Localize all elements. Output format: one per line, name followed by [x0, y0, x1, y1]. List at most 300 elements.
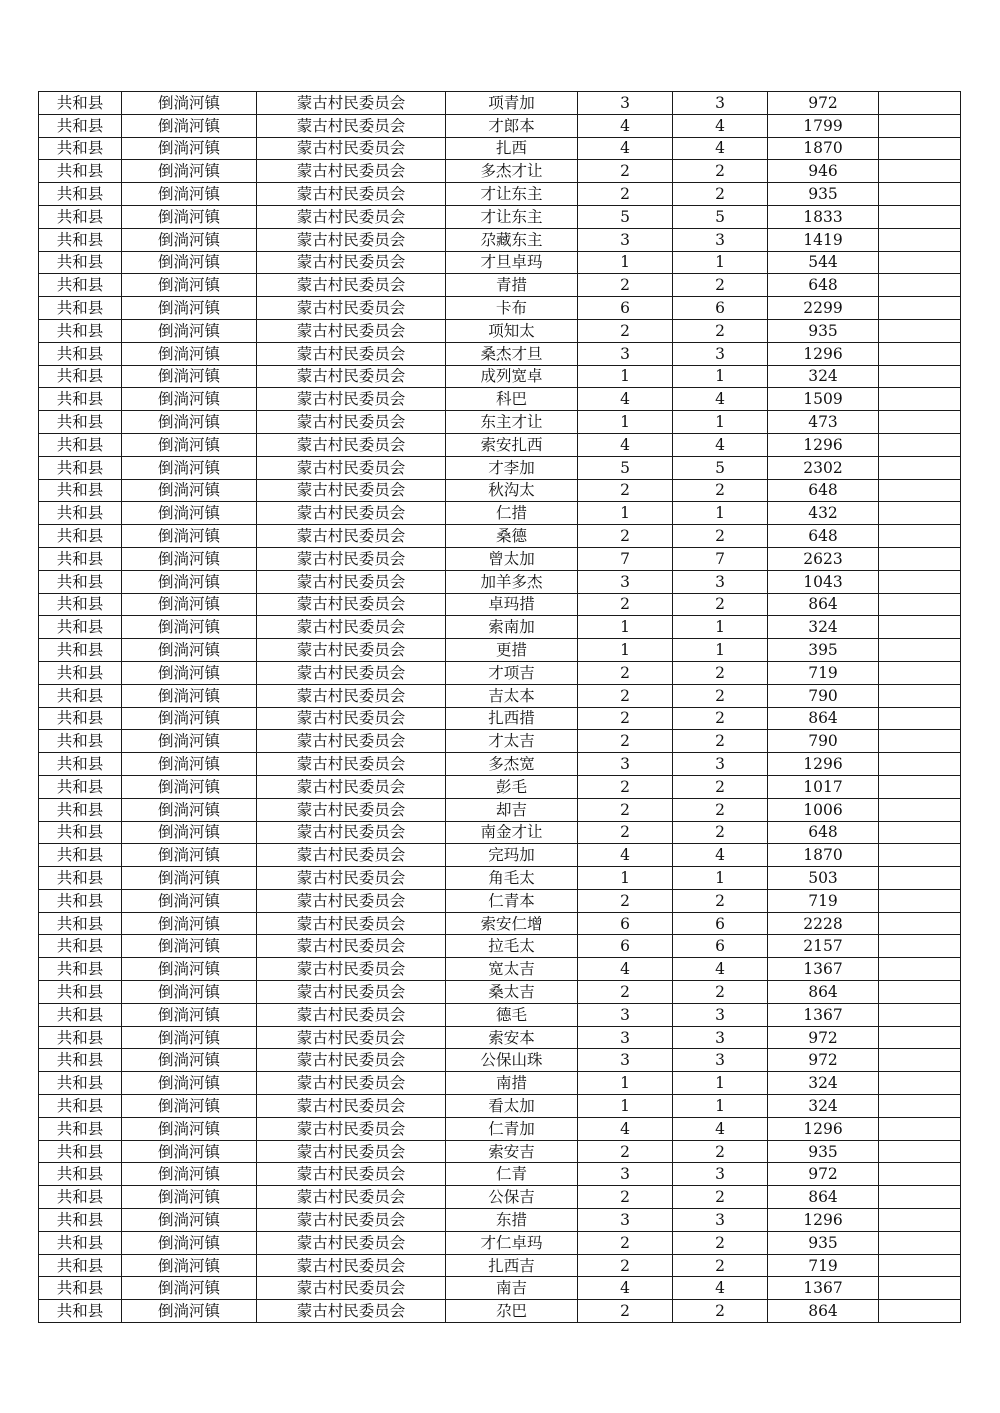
name-cell: 才仁卓玛 — [446, 1231, 578, 1254]
household-count-cell: 2 — [578, 1231, 673, 1254]
remark-cell — [879, 1072, 961, 1095]
household-count-cell: 4 — [578, 844, 673, 867]
village-committee-cell: 蒙古村民委员会 — [257, 274, 446, 297]
amount-cell: 648 — [768, 525, 879, 548]
people-count-cell: 1 — [673, 365, 768, 388]
name-cell: 才旦卓玛 — [446, 251, 578, 274]
name-cell: 东措 — [446, 1209, 578, 1232]
household-count-cell: 6 — [578, 297, 673, 320]
people-count-cell: 4 — [673, 433, 768, 456]
amount-cell: 1367 — [768, 1003, 879, 1026]
county-cell: 共和县 — [39, 114, 122, 137]
people-count-cell: 4 — [673, 958, 768, 981]
amount-cell: 324 — [768, 616, 879, 639]
county-cell: 共和县 — [39, 1095, 122, 1118]
people-count-cell: 2 — [673, 661, 768, 684]
village-committee-cell: 蒙古村民委员会 — [257, 160, 446, 183]
remark-cell — [879, 251, 961, 274]
people-count-cell: 2 — [673, 889, 768, 912]
name-cell: 尕藏东主 — [446, 228, 578, 251]
household-count-cell: 1 — [578, 251, 673, 274]
town-cell: 倒淌河镇 — [122, 274, 257, 297]
table-row — [39, 844, 961, 867]
remark-cell — [879, 775, 961, 798]
village-committee-cell: 蒙古村民委员会 — [257, 821, 446, 844]
people-count-cell: 2 — [673, 821, 768, 844]
table-row — [39, 456, 961, 479]
table-row — [39, 228, 961, 251]
amount-cell: 2302 — [768, 456, 879, 479]
amount-cell: 719 — [768, 1254, 879, 1277]
village-committee-cell: 蒙古村民委员会 — [257, 479, 446, 502]
amount-cell: 972 — [768, 1026, 879, 1049]
village-committee-cell: 蒙古村民委员会 — [257, 137, 446, 160]
remark-cell — [879, 707, 961, 730]
people-count-cell: 1 — [673, 411, 768, 434]
town-cell: 倒淌河镇 — [122, 502, 257, 525]
name-cell: 才让东主 — [446, 183, 578, 206]
remark-cell — [879, 844, 961, 867]
people-count-cell: 4 — [673, 1277, 768, 1300]
town-cell: 倒淌河镇 — [122, 1026, 257, 1049]
amount-cell: 1006 — [768, 798, 879, 821]
amount-cell: 544 — [768, 251, 879, 274]
county-cell: 共和县 — [39, 753, 122, 776]
amount-cell: 1367 — [768, 1277, 879, 1300]
town-cell: 倒淌河镇 — [122, 1117, 257, 1140]
county-cell: 共和县 — [39, 1277, 122, 1300]
people-count-cell: 4 — [673, 137, 768, 160]
village-committee-cell: 蒙古村民委员会 — [257, 1049, 446, 1072]
amount-cell: 1870 — [768, 844, 879, 867]
town-cell: 倒淌河镇 — [122, 160, 257, 183]
remark-cell — [879, 912, 961, 935]
amount-cell: 864 — [768, 1186, 879, 1209]
household-count-cell: 3 — [578, 1209, 673, 1232]
town-cell: 倒淌河镇 — [122, 433, 257, 456]
remark-cell — [879, 1163, 961, 1186]
table-row — [39, 365, 961, 388]
name-cell: 秋沟太 — [446, 479, 578, 502]
county-cell: 共和县 — [39, 844, 122, 867]
household-count-cell: 1 — [578, 365, 673, 388]
county-cell: 共和县 — [39, 593, 122, 616]
table-row — [39, 388, 961, 411]
town-cell: 倒淌河镇 — [122, 479, 257, 502]
table-row — [39, 593, 961, 616]
village-committee-cell: 蒙古村民委员会 — [257, 114, 446, 137]
remark-cell — [879, 798, 961, 821]
town-cell: 倒淌河镇 — [122, 1049, 257, 1072]
town-cell: 倒淌河镇 — [122, 251, 257, 274]
name-cell: 索安吉 — [446, 1140, 578, 1163]
county-cell: 共和县 — [39, 616, 122, 639]
people-count-cell: 4 — [673, 844, 768, 867]
people-count-cell: 4 — [673, 1117, 768, 1140]
amount-cell: 1017 — [768, 775, 879, 798]
amount-cell: 935 — [768, 183, 879, 206]
household-count-cell: 2 — [578, 1140, 673, 1163]
household-count-cell: 2 — [578, 798, 673, 821]
amount-cell: 1296 — [768, 753, 879, 776]
town-cell: 倒淌河镇 — [122, 114, 257, 137]
town-cell: 倒淌河镇 — [122, 730, 257, 753]
household-count-cell: 2 — [578, 479, 673, 502]
amount-cell: 946 — [768, 160, 879, 183]
remark-cell — [879, 297, 961, 320]
county-cell: 共和县 — [39, 92, 122, 115]
county-cell: 共和县 — [39, 639, 122, 662]
amount-cell: 473 — [768, 411, 879, 434]
town-cell: 倒淌河镇 — [122, 365, 257, 388]
village-committee-cell: 蒙古村民委员会 — [257, 1254, 446, 1277]
town-cell: 倒淌河镇 — [122, 1140, 257, 1163]
people-count-cell: 4 — [673, 114, 768, 137]
remark-cell — [879, 183, 961, 206]
name-cell: 更措 — [446, 639, 578, 662]
household-count-cell: 1 — [578, 1095, 673, 1118]
county-cell: 共和县 — [39, 821, 122, 844]
village-committee-cell: 蒙古村民委员会 — [257, 798, 446, 821]
town-cell: 倒淌河镇 — [122, 935, 257, 958]
amount-cell: 1870 — [768, 137, 879, 160]
remark-cell — [879, 342, 961, 365]
table-row — [39, 160, 961, 183]
remark-cell — [879, 821, 961, 844]
amount-cell: 972 — [768, 1049, 879, 1072]
county-cell: 共和县 — [39, 684, 122, 707]
county-cell: 共和县 — [39, 1231, 122, 1254]
household-count-cell: 1 — [578, 411, 673, 434]
household-count-cell: 2 — [578, 274, 673, 297]
people-count-cell: 2 — [673, 593, 768, 616]
household-count-cell: 4 — [578, 433, 673, 456]
roster-table — [38, 91, 961, 1323]
name-cell: 却吉 — [446, 798, 578, 821]
county-cell: 共和县 — [39, 1003, 122, 1026]
people-count-cell: 3 — [673, 1163, 768, 1186]
remark-cell — [879, 365, 961, 388]
village-committee-cell: 蒙古村民委员会 — [257, 775, 446, 798]
village-committee-cell: 蒙古村民委员会 — [257, 205, 446, 228]
town-cell: 倒淌河镇 — [122, 456, 257, 479]
table-row — [39, 935, 961, 958]
table-row — [39, 889, 961, 912]
town-cell: 倒淌河镇 — [122, 1209, 257, 1232]
town-cell: 倒淌河镇 — [122, 1277, 257, 1300]
village-committee-cell: 蒙古村民委员会 — [257, 342, 446, 365]
amount-cell: 864 — [768, 981, 879, 1004]
household-count-cell: 2 — [578, 1186, 673, 1209]
village-committee-cell: 蒙古村民委员会 — [257, 456, 446, 479]
remark-cell — [879, 935, 961, 958]
roster-body — [39, 92, 961, 1323]
county-cell: 共和县 — [39, 798, 122, 821]
table-row — [39, 92, 961, 115]
village-committee-cell: 蒙古村民委员会 — [257, 1209, 446, 1232]
town-cell: 倒淌河镇 — [122, 342, 257, 365]
table-row — [39, 433, 961, 456]
household-count-cell: 3 — [578, 342, 673, 365]
household-count-cell: 4 — [578, 958, 673, 981]
amount-cell: 1799 — [768, 114, 879, 137]
amount-cell: 790 — [768, 684, 879, 707]
county-cell: 共和县 — [39, 912, 122, 935]
remark-cell — [879, 1095, 961, 1118]
name-cell: 仁青 — [446, 1163, 578, 1186]
county-cell: 共和县 — [39, 1300, 122, 1323]
town-cell: 倒淌河镇 — [122, 661, 257, 684]
village-committee-cell: 蒙古村民委员会 — [257, 365, 446, 388]
county-cell: 共和县 — [39, 1186, 122, 1209]
village-committee-cell: 蒙古村民委员会 — [257, 867, 446, 890]
county-cell: 共和县 — [39, 137, 122, 160]
amount-cell: 1296 — [768, 1117, 879, 1140]
county-cell: 共和县 — [39, 867, 122, 890]
household-count-cell: 2 — [578, 593, 673, 616]
remark-cell — [879, 1049, 961, 1072]
household-count-cell: 1 — [578, 502, 673, 525]
village-committee-cell: 蒙古村民委员会 — [257, 411, 446, 434]
amount-cell: 1419 — [768, 228, 879, 251]
name-cell: 扎西 — [446, 137, 578, 160]
name-cell: 仁青本 — [446, 889, 578, 912]
village-committee-cell: 蒙古村民委员会 — [257, 297, 446, 320]
village-committee-cell: 蒙古村民委员会 — [257, 593, 446, 616]
remark-cell — [879, 1300, 961, 1323]
amount-cell: 1296 — [768, 433, 879, 456]
household-count-cell: 2 — [578, 981, 673, 1004]
county-cell: 共和县 — [39, 365, 122, 388]
people-count-cell: 4 — [673, 388, 768, 411]
table-row — [39, 912, 961, 935]
household-count-cell: 2 — [578, 160, 673, 183]
people-count-cell: 2 — [673, 1300, 768, 1323]
remark-cell — [879, 981, 961, 1004]
remark-cell — [879, 889, 961, 912]
remark-cell — [879, 867, 961, 890]
county-cell: 共和县 — [39, 251, 122, 274]
amount-cell: 1509 — [768, 388, 879, 411]
county-cell: 共和县 — [39, 730, 122, 753]
village-committee-cell: 蒙古村民委员会 — [257, 1300, 446, 1323]
village-committee-cell: 蒙古村民委员会 — [257, 730, 446, 753]
county-cell: 共和县 — [39, 570, 122, 593]
town-cell: 倒淌河镇 — [122, 525, 257, 548]
remark-cell — [879, 160, 961, 183]
county-cell: 共和县 — [39, 1026, 122, 1049]
name-cell: 南措 — [446, 1072, 578, 1095]
remark-cell — [879, 319, 961, 342]
name-cell: 曾太加 — [446, 547, 578, 570]
name-cell: 桑太吉 — [446, 981, 578, 1004]
name-cell: 扎西吉 — [446, 1254, 578, 1277]
household-count-cell: 5 — [578, 205, 673, 228]
town-cell: 倒淌河镇 — [122, 1095, 257, 1118]
table-row — [39, 1095, 961, 1118]
name-cell: 彭毛 — [446, 775, 578, 798]
town-cell: 倒淌河镇 — [122, 137, 257, 160]
village-committee-cell: 蒙古村民委员会 — [257, 92, 446, 115]
table-row — [39, 730, 961, 753]
amount-cell: 864 — [768, 707, 879, 730]
table-row — [39, 753, 961, 776]
household-count-cell: 2 — [578, 707, 673, 730]
town-cell: 倒淌河镇 — [122, 867, 257, 890]
people-count-cell: 2 — [673, 775, 768, 798]
household-count-cell: 3 — [578, 1003, 673, 1026]
amount-cell: 864 — [768, 1300, 879, 1323]
household-count-cell: 3 — [578, 92, 673, 115]
people-count-cell: 2 — [673, 798, 768, 821]
name-cell: 尕巴 — [446, 1300, 578, 1323]
household-count-cell: 3 — [578, 1049, 673, 1072]
village-committee-cell: 蒙古村民委员会 — [257, 707, 446, 730]
county-cell: 共和县 — [39, 958, 122, 981]
table-row — [39, 1300, 961, 1323]
people-count-cell: 5 — [673, 456, 768, 479]
name-cell: 仁青加 — [446, 1117, 578, 1140]
amount-cell: 395 — [768, 639, 879, 662]
name-cell: 角毛太 — [446, 867, 578, 890]
town-cell: 倒淌河镇 — [122, 92, 257, 115]
people-count-cell: 3 — [673, 342, 768, 365]
remark-cell — [879, 1003, 961, 1026]
county-cell: 共和县 — [39, 707, 122, 730]
amount-cell: 324 — [768, 365, 879, 388]
amount-cell: 503 — [768, 867, 879, 890]
people-count-cell: 1 — [673, 251, 768, 274]
table-row — [39, 1026, 961, 1049]
household-count-cell: 2 — [578, 661, 673, 684]
county-cell: 共和县 — [39, 1163, 122, 1186]
table-row — [39, 1072, 961, 1095]
village-committee-cell: 蒙古村民委员会 — [257, 958, 446, 981]
county-cell: 共和县 — [39, 1209, 122, 1232]
people-count-cell: 3 — [673, 1049, 768, 1072]
table-row — [39, 137, 961, 160]
county-cell: 共和县 — [39, 479, 122, 502]
town-cell: 倒淌河镇 — [122, 547, 257, 570]
people-count-cell: 2 — [673, 1186, 768, 1209]
remark-cell — [879, 570, 961, 593]
people-count-cell: 2 — [673, 274, 768, 297]
table-row — [39, 525, 961, 548]
household-count-cell: 1 — [578, 1072, 673, 1095]
county-cell: 共和县 — [39, 775, 122, 798]
remark-cell — [879, 114, 961, 137]
town-cell: 倒淌河镇 — [122, 1003, 257, 1026]
table-row — [39, 114, 961, 137]
household-count-cell: 5 — [578, 456, 673, 479]
town-cell: 倒淌河镇 — [122, 593, 257, 616]
name-cell: 看太加 — [446, 1095, 578, 1118]
remark-cell — [879, 661, 961, 684]
village-committee-cell: 蒙古村民委员会 — [257, 981, 446, 1004]
name-cell: 吉太本 — [446, 684, 578, 707]
town-cell: 倒淌河镇 — [122, 981, 257, 1004]
name-cell: 拉毛太 — [446, 935, 578, 958]
table-row — [39, 274, 961, 297]
village-committee-cell: 蒙古村民委员会 — [257, 1003, 446, 1026]
village-committee-cell: 蒙古村民委员会 — [257, 1163, 446, 1186]
household-count-cell: 1 — [578, 867, 673, 890]
amount-cell: 324 — [768, 1072, 879, 1095]
name-cell: 南金才让 — [446, 821, 578, 844]
village-committee-cell: 蒙古村民委员会 — [257, 639, 446, 662]
remark-cell — [879, 547, 961, 570]
household-count-cell: 2 — [578, 319, 673, 342]
name-cell: 加羊多杰 — [446, 570, 578, 593]
town-cell: 倒淌河镇 — [122, 707, 257, 730]
people-count-cell: 2 — [673, 981, 768, 1004]
people-count-cell: 1 — [673, 616, 768, 639]
town-cell: 倒淌河镇 — [122, 205, 257, 228]
name-cell: 卓玛措 — [446, 593, 578, 616]
amount-cell: 935 — [768, 1231, 879, 1254]
name-cell: 索安本 — [446, 1026, 578, 1049]
table-row — [39, 319, 961, 342]
table-row — [39, 684, 961, 707]
household-count-cell: 3 — [578, 570, 673, 593]
household-count-cell: 3 — [578, 228, 673, 251]
village-committee-cell: 蒙古村民委员会 — [257, 570, 446, 593]
town-cell: 倒淌河镇 — [122, 1254, 257, 1277]
town-cell: 倒淌河镇 — [122, 616, 257, 639]
amount-cell: 1043 — [768, 570, 879, 593]
table-row — [39, 547, 961, 570]
county-cell: 共和县 — [39, 1072, 122, 1095]
village-committee-cell: 蒙古村民委员会 — [257, 228, 446, 251]
household-count-cell: 7 — [578, 547, 673, 570]
village-committee-cell: 蒙古村民委员会 — [257, 753, 446, 776]
people-count-cell: 3 — [673, 1026, 768, 1049]
town-cell: 倒淌河镇 — [122, 753, 257, 776]
table-row — [39, 821, 961, 844]
household-count-cell: 2 — [578, 821, 673, 844]
table-row — [39, 342, 961, 365]
household-count-cell: 1 — [578, 639, 673, 662]
county-cell: 共和县 — [39, 297, 122, 320]
town-cell: 倒淌河镇 — [122, 1300, 257, 1323]
village-committee-cell: 蒙古村民委员会 — [257, 547, 446, 570]
name-cell: 桑杰才旦 — [446, 342, 578, 365]
remark-cell — [879, 1186, 961, 1209]
household-count-cell: 6 — [578, 912, 673, 935]
people-count-cell: 2 — [673, 730, 768, 753]
county-cell: 共和县 — [39, 183, 122, 206]
town-cell: 倒淌河镇 — [122, 912, 257, 935]
people-count-cell: 6 — [673, 935, 768, 958]
remark-cell — [879, 1026, 961, 1049]
people-count-cell: 2 — [673, 160, 768, 183]
table-row — [39, 775, 961, 798]
town-cell: 倒淌河镇 — [122, 798, 257, 821]
remark-cell — [879, 92, 961, 115]
household-count-cell: 2 — [578, 1254, 673, 1277]
remark-cell — [879, 1140, 961, 1163]
county-cell: 共和县 — [39, 889, 122, 912]
amount-cell: 790 — [768, 730, 879, 753]
amount-cell: 2157 — [768, 935, 879, 958]
amount-cell: 2228 — [768, 912, 879, 935]
table-row — [39, 1231, 961, 1254]
remark-cell — [879, 1254, 961, 1277]
county-cell: 共和县 — [39, 433, 122, 456]
town-cell: 倒淌河镇 — [122, 1163, 257, 1186]
town-cell: 倒淌河镇 — [122, 889, 257, 912]
village-committee-cell: 蒙古村民委员会 — [257, 1095, 446, 1118]
